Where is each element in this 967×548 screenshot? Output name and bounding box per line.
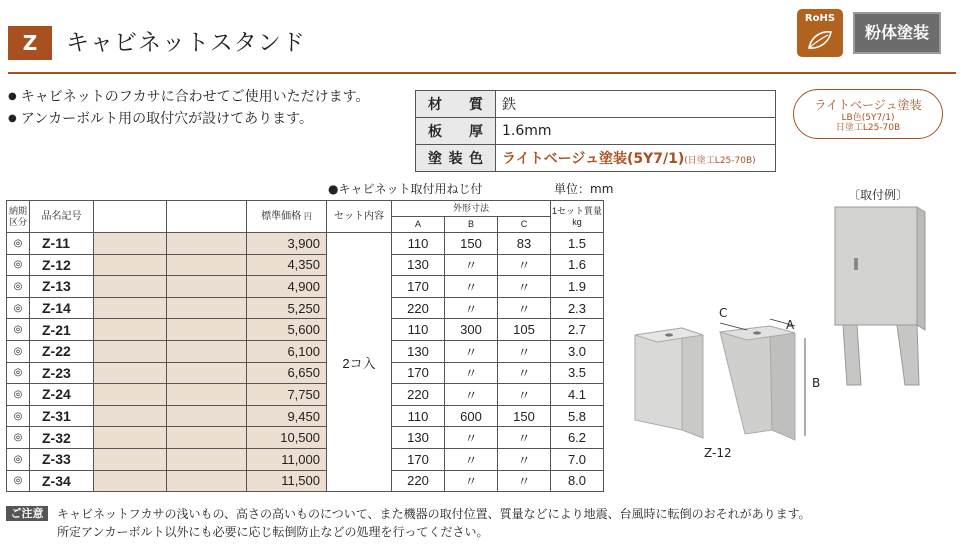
header-rule [8,72,956,74]
dim-kg: 2.3 [551,297,604,319]
product-code: Z-32 [30,427,94,449]
dim-c: 83 [498,233,551,255]
dim-c: 〃 [498,362,551,384]
table-row [7,448,604,470]
dim-b: 〃 [445,297,498,319]
cabinet-handle [854,258,858,270]
rohs-badge [797,9,843,57]
price-cell: 6,650 [247,362,327,384]
dim-a: 130 [392,427,445,449]
pill-line: LB色(5Y7/1) [841,113,895,123]
product-code: Z-24 [30,384,94,406]
blank-cell [94,470,167,492]
table-body [7,233,604,492]
blank-cell [167,233,247,255]
dim-c: 〃 [498,297,551,319]
spec-value: 1.6mm [496,118,776,145]
blank-cell [167,384,247,406]
blank-cell [94,297,167,319]
dim-kg: 4.1 [551,384,604,406]
dim-line-c [720,323,747,330]
blank-cell [167,362,247,384]
price-cell: 4,350 [247,254,327,276]
color-value: ライトベージュ塗装(5Y7/1) [502,151,685,167]
rohs-label: RoHS [804,13,836,24]
dim-kg: 3.5 [551,362,604,384]
dim-c: 〃 [498,276,551,298]
spec-table [415,90,776,172]
dim-label-a: A [786,318,795,332]
dim-stand-side [720,326,772,434]
screw-note: ●キャビネット取付用ねじ付 [328,182,483,196]
price-cell: 11,000 [247,448,327,470]
blank-cell [94,362,167,384]
dim-label-c: C [719,306,728,320]
caution-tag: ご注意 [6,506,48,521]
spec-value: 鉄 [496,91,776,118]
blank-cell [167,405,247,427]
delivery-mark: ◎ [7,427,30,449]
product-table [6,200,604,492]
price-cell: 11,500 [247,470,327,492]
table-row [7,340,604,362]
stand-front [682,328,703,438]
dim-kg: 3.0 [551,340,604,362]
blank-cell [167,448,247,470]
blank-cell [94,448,167,470]
price-cell: 6,100 [247,340,327,362]
delivery-mark: ◎ [7,297,30,319]
table-row [7,319,604,341]
product-code: Z-23 [30,362,94,384]
dim-a: 220 [392,297,445,319]
example-label: 〔取付例〕 [848,188,909,202]
dim-a: 170 [392,276,445,298]
blank-cell [167,254,247,276]
dim-a: 130 [392,254,445,276]
color-code: (日塗工L25-70B) [684,156,756,166]
dim-a: 170 [392,362,445,384]
table-row [7,276,604,298]
dim-b: 〃 [445,427,498,449]
table-row [7,470,604,492]
caution-line: キャビネットフカサの浅いもの、高さの高いものについて、また機器の取付位置、質量などにより地震、台風時に転倒のおそれがあります。 [57,507,811,521]
price-cell: 3,900 [247,233,327,255]
cabinet-side [917,207,925,330]
product-code: Z-12 [30,254,94,276]
col-mass-label: 1セット質量 [551,205,602,216]
powder-coat-badge: 粉体塗装 [853,12,941,54]
dim-b: 〃 [445,448,498,470]
leaf-icon [806,28,834,52]
dim-c: 〃 [498,254,551,276]
spec-row [416,118,776,145]
dim-b: 〃 [445,362,498,384]
dim-c: 〃 [498,448,551,470]
dim-kg: 1.9 [551,276,604,298]
price-cell: 4,900 [247,276,327,298]
dim-a: 110 [392,319,445,341]
col-blank [94,201,167,233]
delivery-mark: ◎ [7,319,30,341]
dim-stand-front [770,326,795,440]
blank-cell [94,319,167,341]
dim-b: 〃 [445,470,498,492]
blank-cell [167,470,247,492]
dim-c: 105 [498,319,551,341]
product-code: Z-13 [30,276,94,298]
delivery-mark: ◎ [7,470,30,492]
dim-b: 150 [445,233,498,255]
product-code: Z-21 [30,319,94,341]
dim-c: 〃 [498,384,551,406]
section-code: Z [8,26,52,60]
blank-cell [94,233,167,255]
dim-a: 220 [392,384,445,406]
col-code: 品名記号 [30,201,94,233]
delivery-mark: ◎ [7,405,30,427]
dim-b: 600 [445,405,498,427]
delivery-mark: ◎ [7,254,30,276]
dim-b: 〃 [445,340,498,362]
spec-value [496,145,776,172]
spec-key: 材 質 [416,91,496,118]
table-row [7,427,604,449]
table-row [7,233,604,255]
delivery-mark: ◎ [7,233,30,255]
blank-cell [167,319,247,341]
blank-cell [94,427,167,449]
blank-cell [167,276,247,298]
dim-b: 〃 [445,384,498,406]
blank-cell [94,384,167,406]
dim-c: 〃 [498,470,551,492]
col-b: B [445,217,498,233]
dim-kg: 1.6 [551,254,604,276]
delivery-mark: ◎ [7,276,30,298]
price-cell: 9,450 [247,405,327,427]
col-dims: 外形寸法 [392,201,551,217]
dim-b: 〃 [445,276,498,298]
product-code: Z-34 [30,470,94,492]
table-row [7,254,604,276]
product-code: Z-31 [30,405,94,427]
spec-row [416,145,776,172]
caution-line: 所定アンカーボルト以外にも必要に応じ転倒防止などの処理を行ってください。 [57,525,489,539]
pill-line: 日塗工L25-70B [835,123,901,133]
cabinet-leg [843,325,861,385]
col-blank [167,201,247,233]
stand-side [635,328,682,430]
price-cell: 5,600 [247,319,327,341]
table-row [7,297,604,319]
dim-kg: 1.5 [551,233,604,255]
dim-b: 〃 [445,254,498,276]
color-pill [793,89,943,139]
col-price-label: 標準価格 [261,211,302,222]
table-row [7,362,604,384]
dim-b: 300 [445,319,498,341]
col-c: C [498,217,551,233]
spec-row [416,91,776,118]
blank-cell [94,340,167,362]
dim-a: 110 [392,405,445,427]
col-price [247,201,327,233]
dim-c: 150 [498,405,551,427]
model-label: Z-12 [704,446,732,460]
dim-c: 〃 [498,427,551,449]
dim-a: 220 [392,470,445,492]
header-row [7,201,604,217]
page-title: キャビネットスタンド [66,30,306,56]
feature-list [8,86,369,130]
col-set: セット内容 [327,201,392,233]
spec-key: 塗装色 [416,145,496,172]
price-cell: 7,750 [247,384,327,406]
feature-item: ● アンカーボルト用の取付穴が設けてあります。 [8,108,369,130]
dim-a: 130 [392,340,445,362]
delivery-mark: ◎ [7,384,30,406]
dim-kg: 6.2 [551,427,604,449]
cabinet-leg [897,325,919,385]
blank-cell [167,427,247,449]
product-code: Z-11 [30,233,94,255]
blank-cell [167,340,247,362]
dim-kg: 2.7 [551,319,604,341]
bolt-hole [753,331,761,334]
feature-item: ● キャビネットのフカサに合わせてご使用いただけます。 [8,86,369,108]
col-mass [551,201,604,233]
dim-kg: 7.0 [551,448,604,470]
cabinet-body [835,207,917,325]
dim-kg: 5.8 [551,405,604,427]
product-code: Z-33 [30,448,94,470]
blank-cell [167,297,247,319]
table-row [7,405,604,427]
col-delivery: 納期区分 [7,201,30,233]
bolt-hole [665,333,673,336]
dim-a: 170 [392,448,445,470]
unit-note: 単位：mm [554,182,614,196]
table-row [7,384,604,406]
blank-cell [94,276,167,298]
delivery-mark: ◎ [7,340,30,362]
dim-a: 110 [392,233,445,255]
product-code: Z-22 [30,340,94,362]
blank-cell [94,254,167,276]
price-cell: 5,250 [247,297,327,319]
col-price-unit: 円 [303,212,312,221]
spec-key: 板 厚 [416,118,496,145]
product-code: Z-14 [30,297,94,319]
dim-label-b: B [812,376,821,390]
col-mass-unit: kg [572,216,582,227]
dim-kg: 8.0 [551,470,604,492]
dim-c: 〃 [498,340,551,362]
col-a: A [392,217,445,233]
set-content: 2コ入 [327,233,392,492]
blank-cell [94,405,167,427]
pill-title: ライトベージュ塗装 [814,98,922,112]
price-cell: 10,500 [247,427,327,449]
delivery-mark: ◎ [7,362,30,384]
delivery-mark: ◎ [7,448,30,470]
